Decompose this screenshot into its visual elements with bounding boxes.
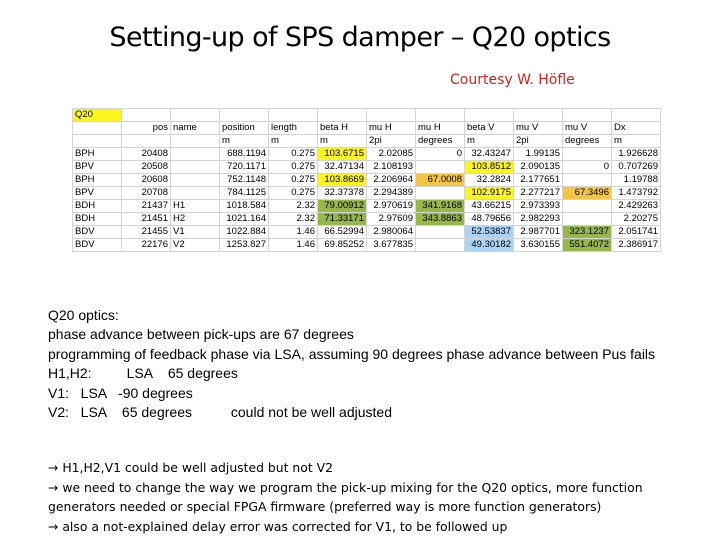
arrow-icon: → bbox=[48, 460, 59, 475]
table-cell: 0.275 bbox=[269, 174, 318, 187]
table-cell: 784.1125 bbox=[220, 187, 269, 200]
conclusion-text: generators needed or special FPGA firmware (preferred way is more function generators) bbox=[48, 499, 602, 514]
table-cell bbox=[563, 174, 612, 187]
table-cell: BPV bbox=[73, 161, 122, 174]
table-cell: 2.32 bbox=[269, 200, 318, 213]
table-cell: 1.46 bbox=[269, 239, 318, 252]
table-cell: 1253.827 bbox=[220, 239, 269, 252]
table-cell bbox=[612, 109, 661, 122]
table-cell: 49.30182 bbox=[465, 239, 514, 252]
conclusion-item bbox=[48, 458, 713, 478]
table-title-row bbox=[73, 109, 661, 122]
table-cell bbox=[171, 148, 220, 161]
table-cell: 21455 bbox=[122, 226, 171, 239]
table-cell: 2.970619 bbox=[367, 200, 416, 213]
table-cell bbox=[514, 109, 563, 122]
table-cell: pos bbox=[122, 122, 171, 135]
table-cell: 20608 bbox=[122, 174, 171, 187]
table-cell: 32.47134 bbox=[318, 161, 367, 174]
table-cell bbox=[563, 109, 612, 122]
table-cell: 1.46 bbox=[269, 226, 318, 239]
table-cell: 2.987701 bbox=[514, 226, 563, 239]
table-row bbox=[73, 148, 661, 161]
table-row bbox=[73, 187, 661, 200]
optics-table bbox=[72, 108, 661, 252]
table-cell: name bbox=[171, 122, 220, 135]
table-cell: BPH bbox=[73, 174, 122, 187]
table-cell: BPV bbox=[73, 187, 122, 200]
table-row bbox=[73, 226, 661, 239]
notes-line: V2: LSA 65 degrees could not be well adjusted bbox=[48, 404, 392, 421]
table-unit-row bbox=[73, 135, 661, 148]
table-cell: m bbox=[612, 135, 661, 148]
table-cell bbox=[220, 109, 269, 122]
table-cell: BDV bbox=[73, 226, 122, 239]
table-cell: 2.051741 bbox=[612, 226, 661, 239]
arrow-icon: → bbox=[48, 479, 59, 495]
table-cell: 2.97609 bbox=[367, 213, 416, 226]
table-row bbox=[73, 213, 661, 226]
table-cell: 103.6715 bbox=[318, 148, 367, 161]
table-cell: 43.66215 bbox=[465, 200, 514, 213]
table-cell: 21451 bbox=[122, 213, 171, 226]
table-cell: 551.4072 bbox=[563, 239, 612, 252]
table-cell: beta V bbox=[465, 122, 514, 135]
notes-line: phase advance between pick-ups are 67 degrees bbox=[48, 326, 354, 343]
table-cell: 20708 bbox=[122, 187, 171, 200]
notes-line: programming of feedback phase via LSA, assuming 90 degrees phase advance between Pus fails bbox=[48, 345, 656, 362]
table-cell: 2.982293 bbox=[514, 213, 563, 226]
table-cell: 2.429263 bbox=[612, 200, 661, 213]
table-cell: mu H bbox=[416, 122, 465, 135]
table-cell bbox=[269, 109, 318, 122]
table-cell: 20408 bbox=[122, 148, 171, 161]
table-cell: degrees bbox=[416, 135, 465, 148]
table-cell: 2.206964 bbox=[367, 174, 416, 187]
table-cell: 1022.884 bbox=[220, 226, 269, 239]
table-cell: m bbox=[465, 135, 514, 148]
table-cell: 1018.584 bbox=[220, 200, 269, 213]
table-row bbox=[73, 200, 661, 213]
table-cell: 2.090135 bbox=[514, 161, 563, 174]
conclusion-item bbox=[48, 478, 713, 498]
table-row bbox=[73, 161, 661, 174]
table-cell: mu V bbox=[514, 122, 563, 135]
table-cell: 2pi bbox=[367, 135, 416, 148]
table-cell bbox=[122, 109, 171, 122]
table-cell: degrees bbox=[563, 135, 612, 148]
table-cell: 67.0008 bbox=[416, 174, 465, 187]
table-cell: 1.926628 bbox=[612, 148, 661, 161]
table-row bbox=[73, 174, 661, 187]
table-cell: 0.275 bbox=[269, 187, 318, 200]
table-cell: 103.8669 bbox=[318, 174, 367, 187]
courtesy-note: Courtesy W. Höfle bbox=[450, 72, 575, 88]
table-cell bbox=[318, 109, 367, 122]
conclusion-item bbox=[48, 497, 713, 517]
conclusions bbox=[48, 458, 713, 536]
table-cell: m bbox=[269, 135, 318, 148]
table-corner-label: Q20 bbox=[73, 109, 122, 122]
conclusion-text: H1,H2,V1 could be well adjusted but not V2 bbox=[62, 460, 334, 475]
table-cell bbox=[416, 161, 465, 174]
conclusion-text: also a not-explained delay error was corrected for V1, to be followed up bbox=[62, 518, 508, 534]
table-cell: 66.52994 bbox=[318, 226, 367, 239]
table-cell: BDV bbox=[73, 239, 122, 252]
table-cell bbox=[416, 226, 465, 239]
table-cell bbox=[73, 122, 122, 135]
table-cell: 0.707269 bbox=[612, 161, 661, 174]
notes-heading: Q20 optics: bbox=[48, 307, 119, 323]
conclusion-item bbox=[48, 517, 713, 537]
table-cell: 2.32 bbox=[269, 213, 318, 226]
table-cell: 2.20275 bbox=[612, 213, 661, 226]
table-cell: 21437 bbox=[122, 200, 171, 213]
table-cell: 103.8512 bbox=[465, 161, 514, 174]
table-cell: 1.19788 bbox=[612, 174, 661, 187]
table-cell: 2.277217 bbox=[514, 187, 563, 200]
table-cell: BDH bbox=[73, 200, 122, 213]
table-cell: 71.33171 bbox=[318, 213, 367, 226]
table-cell: 2.177651 bbox=[514, 174, 563, 187]
table-cell bbox=[122, 135, 171, 148]
table-cell: 32.2824 bbox=[465, 174, 514, 187]
table-cell bbox=[171, 109, 220, 122]
table-cell: 79.00912 bbox=[318, 200, 367, 213]
table-cell: 52.53837 bbox=[465, 226, 514, 239]
table-cell: 1.99135 bbox=[514, 148, 563, 161]
table-cell: 2.02085 bbox=[367, 148, 416, 161]
table-cell: 688.1194 bbox=[220, 148, 269, 161]
table-cell: mu V bbox=[563, 122, 612, 135]
table-cell bbox=[171, 135, 220, 148]
table-cell bbox=[563, 200, 612, 213]
table-cell: 32.43247 bbox=[465, 148, 514, 161]
table-cell bbox=[416, 239, 465, 252]
table-cell: 0.275 bbox=[269, 161, 318, 174]
table-cell: 32.37378 bbox=[318, 187, 367, 200]
table-cell: m bbox=[318, 135, 367, 148]
table-cell bbox=[563, 148, 612, 161]
table-cell: H1 bbox=[171, 200, 220, 213]
table-cell: 0 bbox=[563, 161, 612, 174]
table-row bbox=[73, 239, 661, 252]
table-cell: 2pi bbox=[514, 135, 563, 148]
table-cell bbox=[563, 213, 612, 226]
table-cell: BPH bbox=[73, 148, 122, 161]
arrow-icon: → bbox=[48, 518, 59, 534]
slide-title: Setting-up of SPS damper – Q20 optics bbox=[109, 22, 611, 53]
table-cell: 2.973393 bbox=[514, 200, 563, 213]
table-cell: Dx bbox=[612, 122, 661, 135]
table-cell: BDH bbox=[73, 213, 122, 226]
table-cell: 2.294389 bbox=[367, 187, 416, 200]
table-cell bbox=[416, 109, 465, 122]
table-cell: beta H bbox=[318, 122, 367, 135]
table-cell: 3.630155 bbox=[514, 239, 563, 252]
table-cell: 20508 bbox=[122, 161, 171, 174]
table-cell: 67.3496 bbox=[563, 187, 612, 200]
table-cell: 69.85252 bbox=[318, 239, 367, 252]
table-cell: 720.1171 bbox=[220, 161, 269, 174]
notes-line: H1,H2: LSA 65 degrees bbox=[48, 365, 238, 382]
table-cell: 2.386917 bbox=[612, 239, 661, 252]
table-cell: m bbox=[220, 135, 269, 148]
notes-line: V1: LSA -90 degrees bbox=[48, 384, 193, 401]
table-cell: 1.473792 bbox=[612, 187, 661, 200]
table-cell: 1021.164 bbox=[220, 213, 269, 226]
table-cell: V1 bbox=[171, 226, 220, 239]
table-cell: 48.79656 bbox=[465, 213, 514, 226]
table-cell: mu H bbox=[367, 122, 416, 135]
optics-notes bbox=[48, 306, 708, 422]
table-cell: 2.108193 bbox=[367, 161, 416, 174]
table-cell: 752.1148 bbox=[220, 174, 269, 187]
table-cell: length bbox=[269, 122, 318, 135]
table-cell bbox=[73, 135, 122, 148]
table-cell bbox=[171, 161, 220, 174]
table-cell: 343.8863 bbox=[416, 213, 465, 226]
table-cell bbox=[465, 109, 514, 122]
table-cell: H2 bbox=[171, 213, 220, 226]
table-cell bbox=[367, 109, 416, 122]
table-cell: 2.980064 bbox=[367, 226, 416, 239]
table-cell: V2 bbox=[171, 239, 220, 252]
table-cell: 341.9168 bbox=[416, 200, 465, 213]
table-cell: 3.677835 bbox=[367, 239, 416, 252]
table-cell: 102.9175 bbox=[465, 187, 514, 200]
table-cell bbox=[171, 174, 220, 187]
table-cell: position bbox=[220, 122, 269, 135]
table-cell bbox=[416, 187, 465, 200]
table-cell: 0 bbox=[416, 148, 465, 161]
table-cell bbox=[171, 187, 220, 200]
conclusion-text: we need to change the way we program the pick-up mixing for the Q20 optics, more function bbox=[62, 479, 643, 495]
table-cell: 22176 bbox=[122, 239, 171, 252]
table-cell: 0.275 bbox=[269, 148, 318, 161]
table-header-row bbox=[73, 122, 661, 135]
table-cell: 323.1237 bbox=[563, 226, 612, 239]
